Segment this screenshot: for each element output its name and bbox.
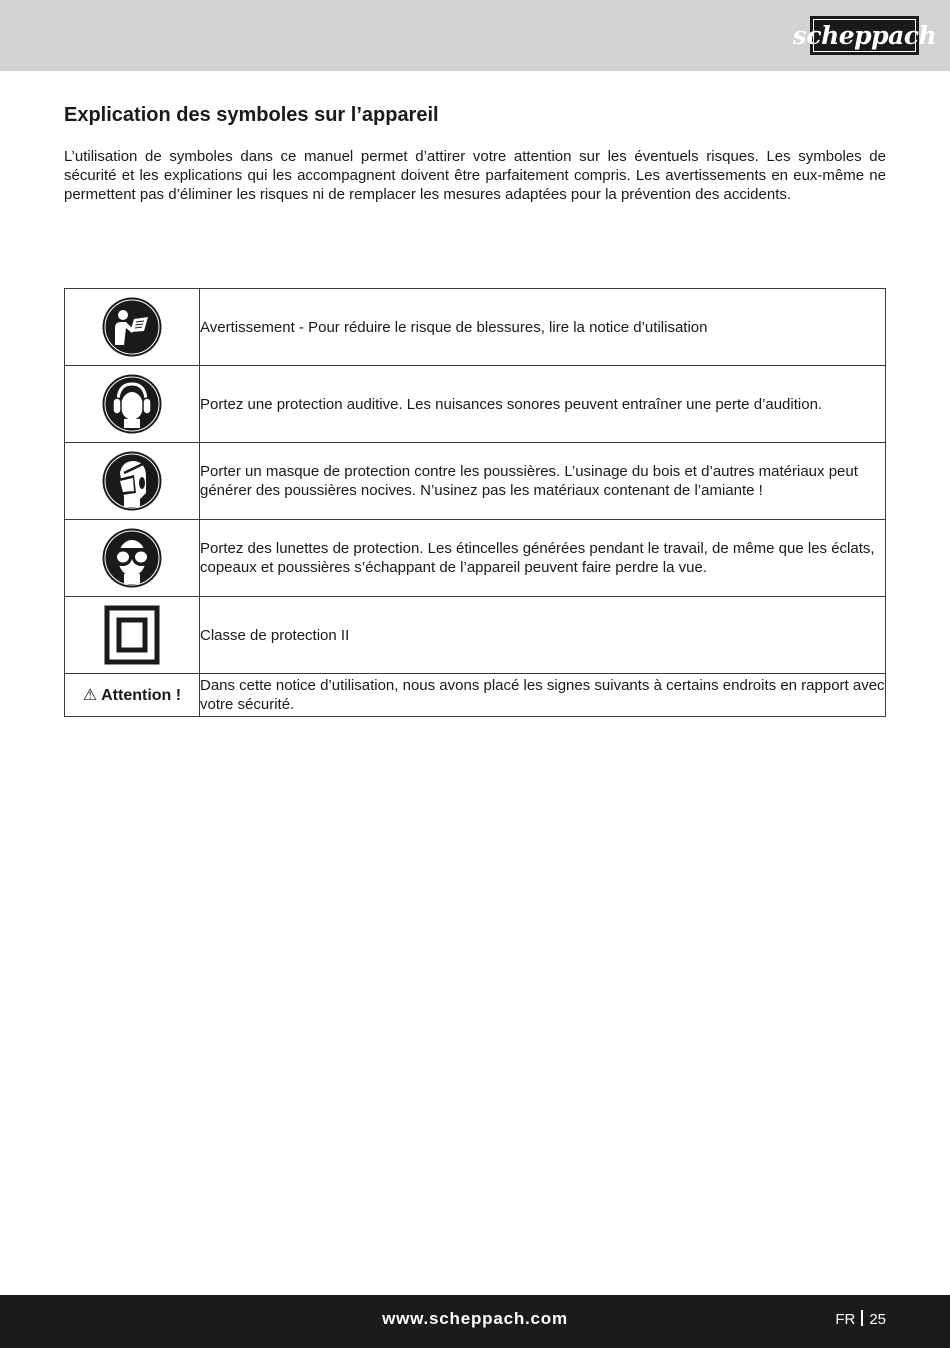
symbol-description: Porter un masque de protection contre les poussières. L’usinage du bois et d’autres matériaux peut générer des poussières nocives. N’usinez pas les matériaux contenant de l’amiante ! <box>200 443 886 520</box>
attention-description: Dans cette notice d’utilisation, nous avons placé les signes suivants à certains endroits en rapport avec votre sécurité. <box>200 674 886 717</box>
icon-cell <box>65 443 200 520</box>
symbol-description: Classe de protection II <box>200 597 886 674</box>
language-code: FR <box>835 1311 856 1328</box>
icon-cell <box>65 289 200 366</box>
icon-cell <box>65 520 200 597</box>
page-title: Explication des symboles sur l’appareil <box>64 104 439 126</box>
attention-label-cell <box>65 674 200 717</box>
table-row <box>65 289 886 366</box>
page-number: 25 <box>869 1311 886 1328</box>
eye-protection-icon <box>100 526 164 590</box>
hearing-protection-icon <box>100 372 164 436</box>
brand-logo: scheppach <box>810 16 919 55</box>
intro-paragraph: L’utilisation de symboles dans ce manuel permet d’attirer votre attention sur les éventuels risques. Les symboles de sécurité et les explications qui les accompagnent doivent être parfaitement compris. Les avertissements en eux-même ne permettent pas d’éliminer les risques ni de remplacer les mesures adaptées pour la prévention des accidents. <box>64 148 886 203</box>
read-manual-icon <box>100 295 164 359</box>
warning-triangle-icon: ⚠ <box>82 687 98 704</box>
footer-bar <box>0 1295 950 1348</box>
attention-label: Attention ! <box>101 687 182 704</box>
footer-url: www.scheppach.com <box>382 1309 568 1328</box>
symbol-description: Portez une protection auditive. Les nuisances sonores peuvent entraîner une perte d’audition. <box>200 366 886 443</box>
separator <box>861 1310 863 1326</box>
table-row <box>65 674 886 717</box>
symbol-description: Portez des lunettes de protection. Les étincelles générées pendant le travail, de même que les éclats, copeaux et poussières s’échappant de l’appareil peuvent faire perdre la vue. <box>200 520 886 597</box>
dust-mask-icon <box>100 449 164 513</box>
icon-cell <box>65 366 200 443</box>
symbols-table <box>64 288 886 717</box>
header-bar <box>0 0 950 71</box>
symbol-description: Avertissement - Pour réduire le risque de blessures, lire la notice d’utilisation <box>200 289 886 366</box>
protection-class-ii-icon <box>104 605 160 665</box>
icon-cell <box>65 597 200 674</box>
table-row <box>65 597 886 674</box>
table-row <box>65 443 886 520</box>
table-row <box>65 366 886 443</box>
footer-page-info <box>835 1310 886 1328</box>
table-row <box>65 520 886 597</box>
